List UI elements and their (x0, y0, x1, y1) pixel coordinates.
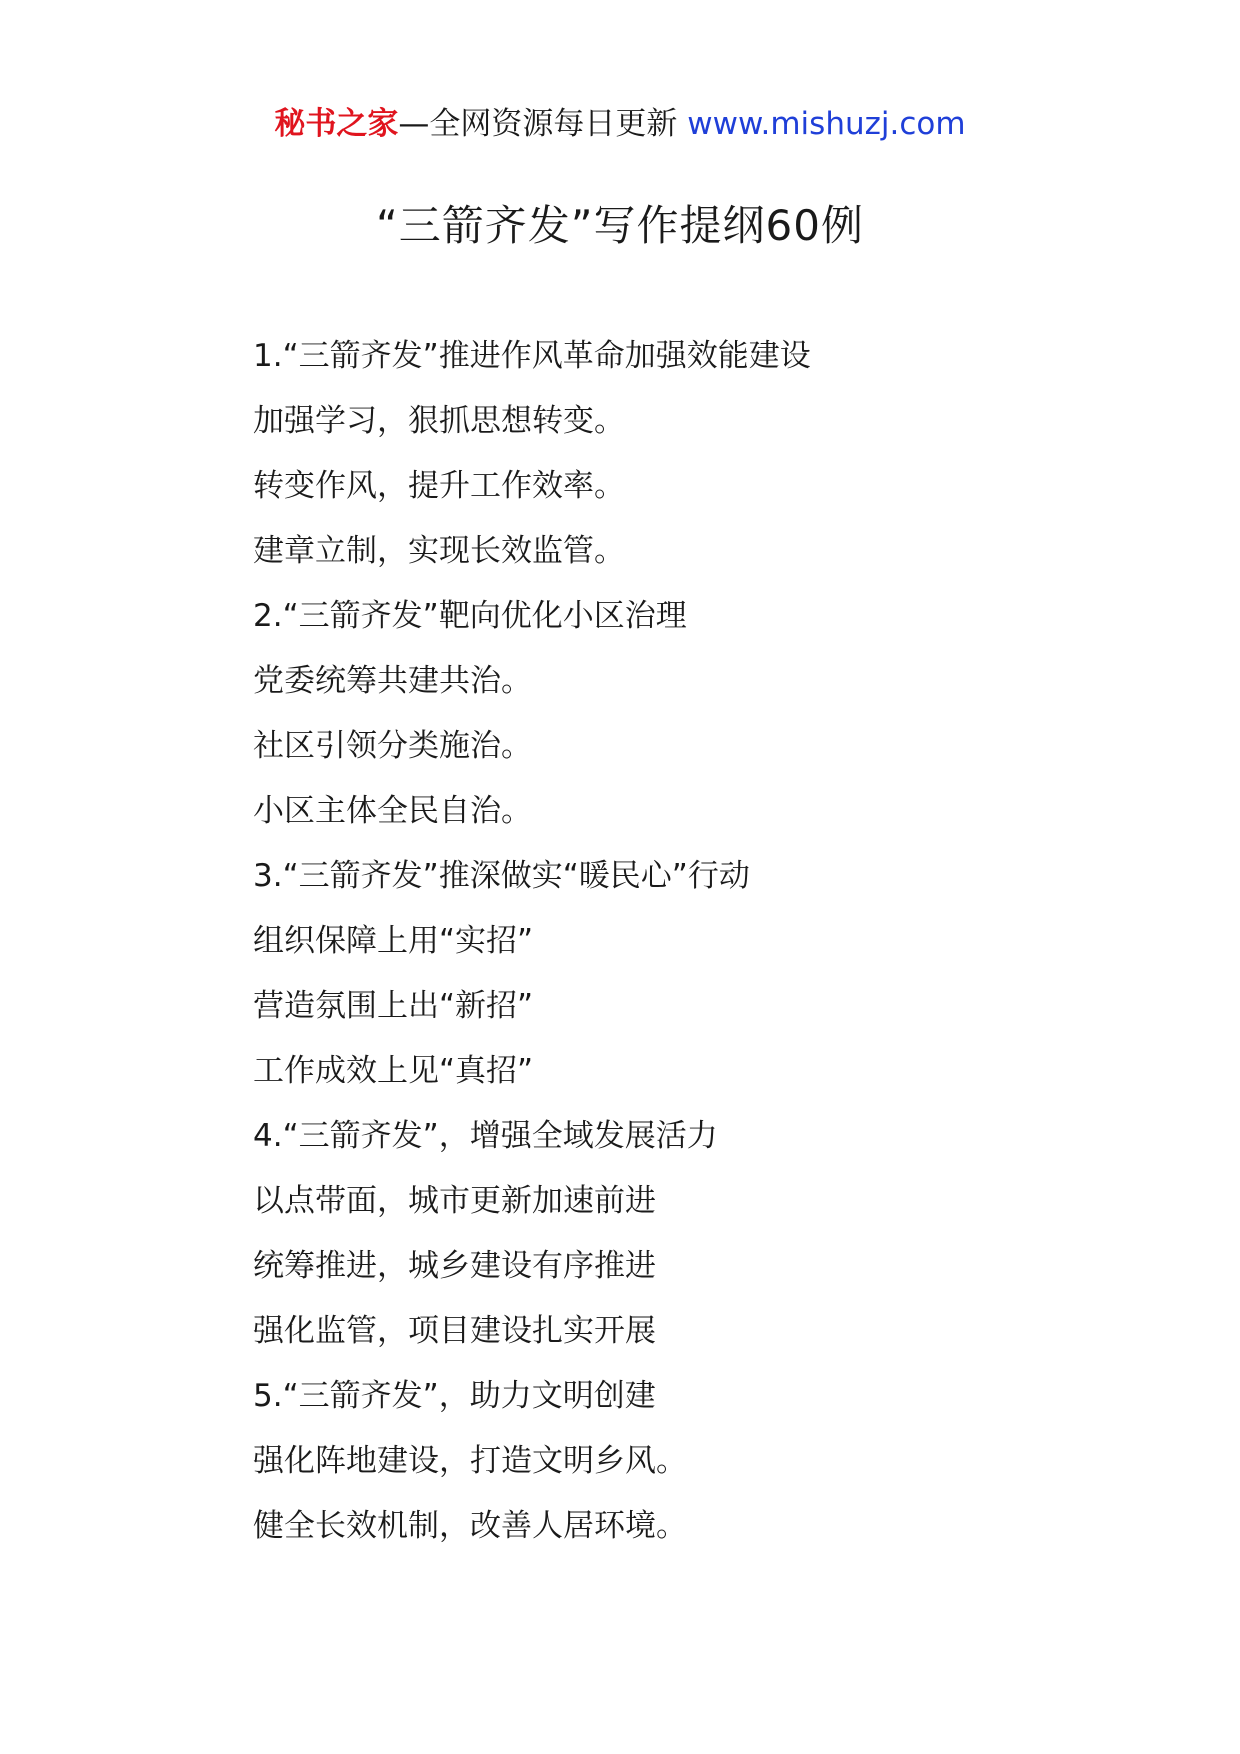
outline-item: 强化监管，项目建设扎实开展 (253, 1313, 656, 1349)
outline-item: 加强学习，狠抓思想转变。 (253, 403, 625, 439)
outline-list (253, 324, 811, 1559)
outline-item: 转变作风，提升工作效率。 (253, 468, 625, 504)
site-header (0, 102, 1240, 146)
outline-item: 统筹推进，城乡建设有序推进 (253, 1248, 656, 1284)
outline-heading: 2.“三箭齐发”靶向优化小区治理 (253, 598, 687, 634)
outline-heading: 1.“三箭齐发”推进作风革命加强效能建设 (253, 338, 811, 374)
outline-item: 组织保障上用“实招” (253, 923, 534, 959)
outline-item: 健全长效机制，改善人居环境。 (253, 1508, 687, 1544)
outline-heading: 3.“三箭齐发”推深做实“暖民心”行动 (253, 858, 750, 894)
outline-item: 社区引领分类施治。 (253, 728, 532, 764)
outline-item: 建章立制，实现长效监管。 (253, 533, 625, 569)
outline-item: 小区主体全民自治。 (253, 793, 532, 829)
outline-item: 党委统筹共建共治。 (253, 663, 532, 699)
outline-item: 强化阵地建设，打造文明乡风。 (253, 1443, 687, 1479)
outline-item: 工作成效上见“真招” (253, 1053, 534, 1089)
site-url-link[interactable]: www.mishuzj.com (687, 106, 966, 142)
site-brand: 秘书之家 (274, 106, 399, 142)
outline-heading: 5.“三箭齐发”，助力文明创建 (253, 1378, 656, 1414)
outline-heading: 4.“三箭齐发”，增强全域发展活力 (253, 1118, 718, 1154)
document-title: “三箭齐发”写作提纲60例 (376, 201, 864, 250)
outline-item: 营造氛围上出“新招” (253, 988, 534, 1024)
site-tagline: —全网资源每日更新 (398, 106, 688, 142)
outline-item: 以点带面，城市更新加速前进 (253, 1183, 656, 1219)
